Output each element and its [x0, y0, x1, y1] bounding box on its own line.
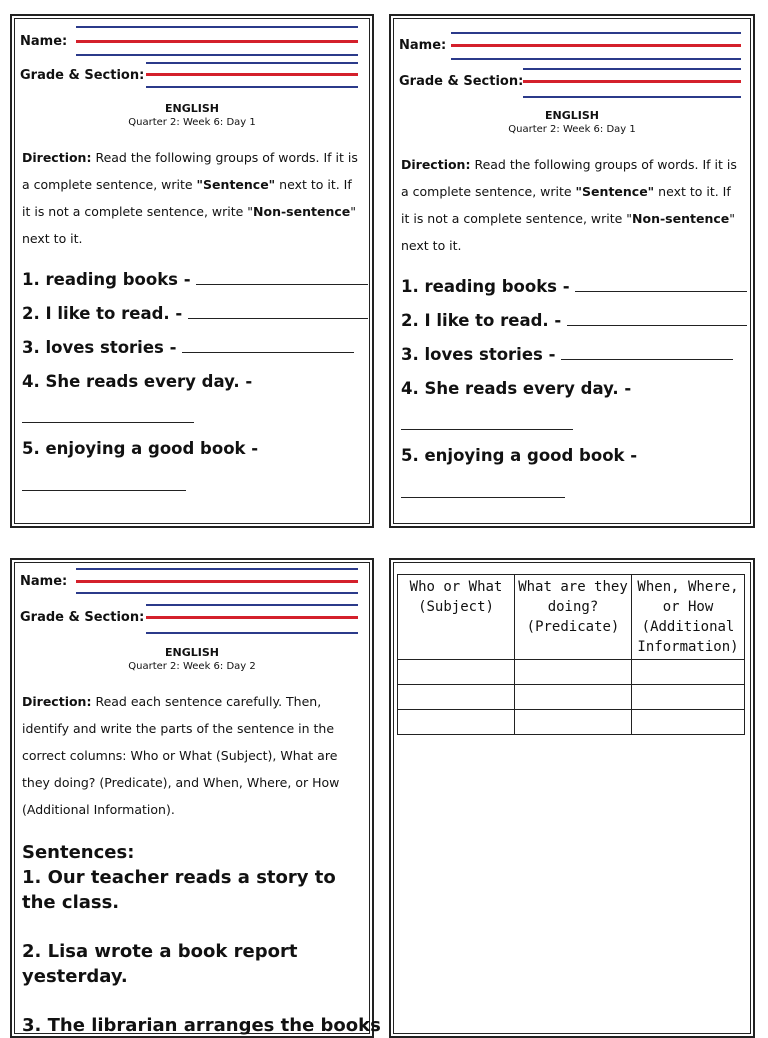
name-label: Name:	[20, 34, 68, 49]
worksheet-card-day1-right	[389, 14, 755, 528]
table-row	[398, 710, 745, 735]
sentence-1: 1. Our teacher reads a story to the class.	[22, 867, 336, 913]
direction-text: Direction: Read the following groups of words. If it is a complete sentence, write "Sentence" next to it. If it is not a complete sentence, write "Non-sentence" next to it.	[401, 157, 737, 253]
quarter-label: Quarter 2: Week 6: Day 2	[128, 661, 256, 672]
answer-table-card	[389, 558, 755, 1038]
sentence-3: 3. The librarian arranges the books	[22, 1015, 381, 1036]
quarter-label: Quarter 2: Week 6: Day 1	[128, 117, 256, 128]
table-cell[interactable]	[632, 685, 745, 710]
direction-text: Direction: Read the following groups of words. If it is a complete sentence, write "Sentence" next to it. If it is not a complete sentence, write "Non-sentence" next to it.	[22, 150, 358, 246]
table-cell[interactable]	[398, 685, 515, 710]
table-cell[interactable]	[398, 710, 515, 735]
grade-section-lines[interactable]	[523, 68, 741, 102]
answer-blank[interactable]	[182, 351, 354, 353]
item-5: 5. enjoying a good book -	[22, 439, 259, 458]
item-3: 3. loves stories -	[401, 345, 745, 364]
quarter-label: Quarter 2: Week 6: Day 1	[508, 124, 636, 135]
grade-section-label: Grade & Section:	[399, 74, 524, 89]
table-cell[interactable]	[632, 660, 745, 685]
sentence-2: 2. Lisa wrote a book report yesterday.	[22, 941, 298, 987]
item-1: 1. reading books -	[22, 270, 364, 289]
answer-blank[interactable]	[22, 490, 186, 491]
table-row	[398, 685, 745, 710]
grade-section-lines[interactable]	[146, 62, 358, 92]
item-1: 1. reading books -	[401, 277, 745, 296]
header-predicate: What are they doing? (Predicate)	[515, 575, 632, 660]
table-cell[interactable]	[515, 710, 632, 735]
answer-blank[interactable]	[401, 429, 573, 430]
direction-text: Direction: Read each sentence carefully. Then, identify and write the parts of the sentence in the correct columns: Who or What (Subject), What are they doing? (Predicate), and When, Where, or How (Additional Information).	[22, 694, 340, 817]
answer-blank[interactable]	[401, 497, 565, 498]
item-3: 3. loves stories -	[22, 338, 364, 357]
answer-blank[interactable]	[188, 317, 368, 319]
grade-section-label: Grade & Section:	[20, 610, 145, 625]
header-additional-info: When, Where, or How (Additional Information)	[632, 575, 745, 660]
subject-title: ENGLISH	[545, 109, 599, 122]
header-subject: Who or What (Subject)	[398, 575, 515, 660]
table-cell[interactable]	[632, 710, 745, 735]
item-2: 2. I like to read. -	[22, 304, 364, 323]
name-lines[interactable]	[76, 26, 358, 56]
sentences-title: Sentences:	[22, 842, 135, 863]
sentences-block	[22, 840, 381, 1038]
table-cell[interactable]	[398, 660, 515, 685]
grade-section-label: Grade & Section:	[20, 68, 145, 83]
worksheet-card-day1-left	[10, 14, 374, 528]
item-5: 5. enjoying a good book -	[401, 446, 638, 465]
worksheet-card-day2	[10, 558, 381, 1038]
table-cell[interactable]	[515, 660, 632, 685]
item-2: 2. I like to read. -	[401, 311, 745, 330]
answer-blank[interactable]	[561, 358, 733, 360]
name-lines[interactable]	[76, 568, 358, 596]
answer-blank[interactable]	[567, 324, 747, 326]
item-4: 4. She reads every day. -	[22, 372, 253, 391]
sentence-parts-table	[397, 574, 745, 735]
name-label: Name:	[399, 38, 447, 53]
name-label: Name:	[20, 574, 68, 589]
item-4: 4. She reads every day. -	[401, 379, 632, 398]
subject-title: ENGLISH	[165, 102, 219, 115]
answer-blank[interactable]	[22, 422, 194, 423]
grade-section-lines[interactable]	[146, 604, 358, 640]
answer-blank[interactable]	[575, 290, 747, 292]
table-row	[398, 660, 745, 685]
answer-blank[interactable]	[196, 283, 368, 285]
name-lines[interactable]	[451, 32, 741, 62]
table-cell[interactable]	[515, 685, 632, 710]
subject-title: ENGLISH	[165, 646, 219, 659]
